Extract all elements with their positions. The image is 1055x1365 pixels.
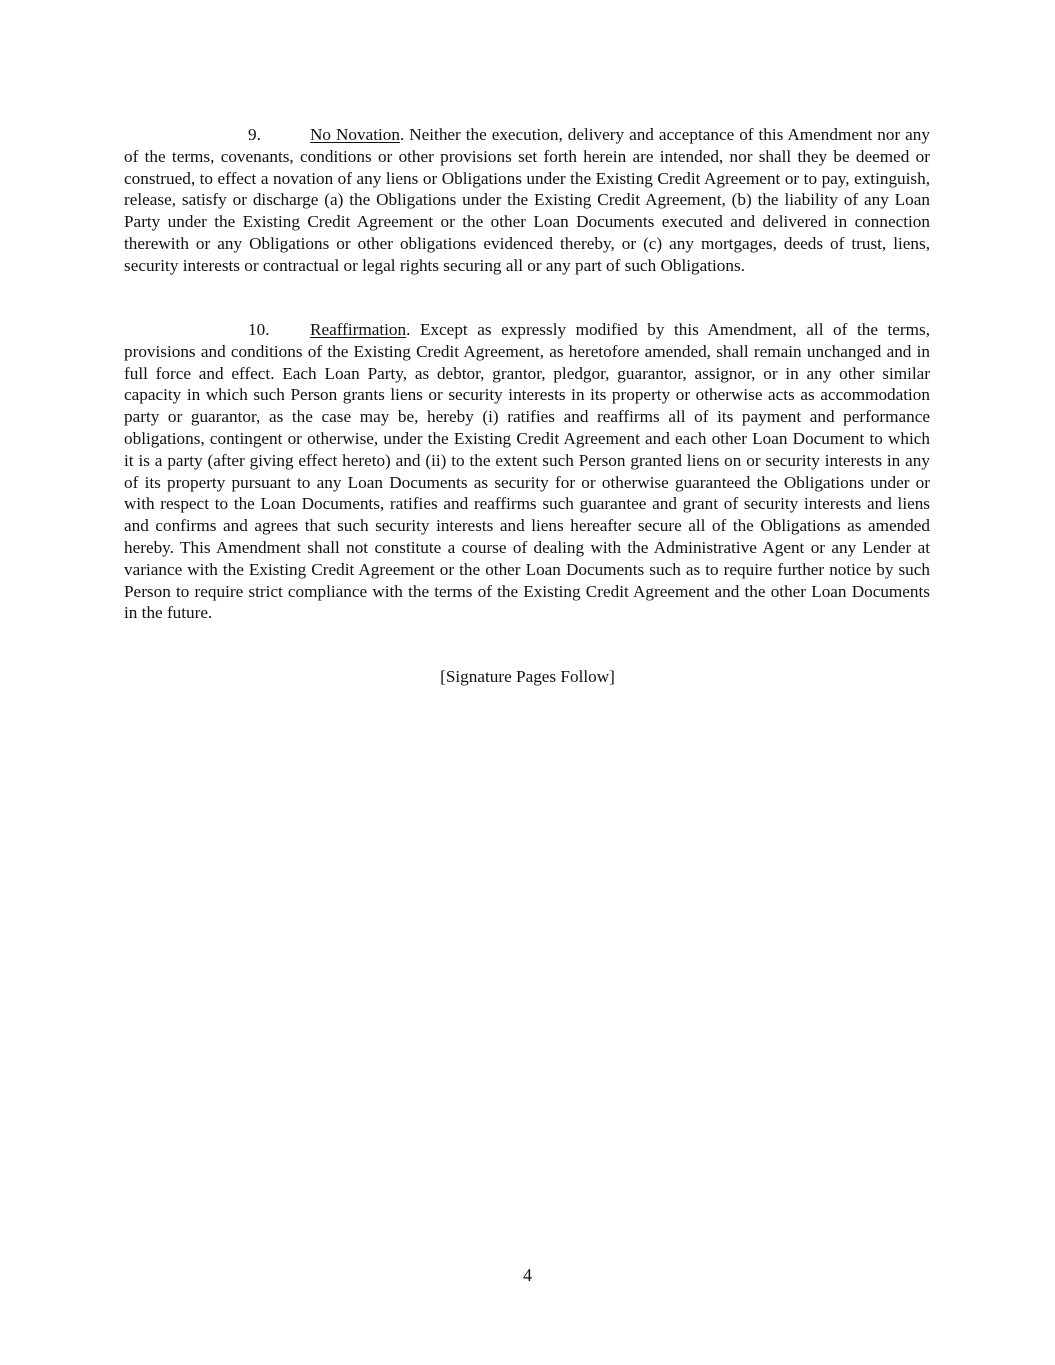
section-9-paragraph bbox=[124, 124, 930, 277]
section-10-heading: Reaffirmation bbox=[310, 320, 407, 339]
section-9-number: 9. bbox=[248, 125, 261, 144]
section-10-number: 10. bbox=[248, 320, 270, 339]
section-9-body: . Neither the execution, delivery and acceptance of this Amendment nor any of the terms, covenants, conditions or other provisions set forth herein are intended, nor shall they be deemed or construed, to effect a novation of any liens or Obligations under the Existing Credit Agreement or to pay, extinguish, release, satisfy or discharge (a) the Obligations under the Existing Credit Agreement, (b) the liability of any Loan Party under the Existing Credit Agreement or the other Loan Documents executed and delivered in connection therewith or any Obligations or other obligations evidenced thereby, or (c) any mortgages, deeds of trust, liens, security interests or contractual or legal rights securing all or any part of such Obligations. bbox=[124, 125, 930, 275]
section-10-body: . Except as expressly modified by this Amendment, all of the terms, provisions and conditions of the Existing Credit Agreement, as heretofore amended, shall remain unchanged and in full force and effect. Each Loan Party, as debtor, grantor, pledgor, guarantor, assignor, or in any other similar capacity in which such Person grants liens or security interests in its property or otherwise acts as accommodation party or guarantor, as the case may be, hereby (i) ratifies and reaffirms all of its payment and performance obligations, contingent or otherwise, under the Existing Credit Agreement and each other Loan Document to which it is a party (after giving effect hereto) and (ii) to the extent such Person granted liens on or security interests in any of its property pursuant to any Loan Documents as security for or otherwise guaranteed the Obligations under or with respect to the Loan Documents, ratifies and reaffirms such guarantee and grant of security interests and liens and confirms and agrees that such security interests and liens hereafter secure all of the Obligations as amended hereby. This Amendment shall not constitute a course of dealing with the Administrative Agent or any Lender at variance with the Existing Credit Agreement or the other Loan Documents such as to require further notice by such Person to require strict compliance with the terms of the Existing Credit Agreement and the other Loan Documents in the future. bbox=[124, 320, 930, 623]
section-10-paragraph bbox=[124, 319, 930, 624]
page-number: 4 bbox=[523, 1265, 532, 1285]
section-9-heading: No Novation bbox=[310, 125, 400, 144]
signature-pages-note: [Signature Pages Follow] bbox=[440, 667, 615, 686]
